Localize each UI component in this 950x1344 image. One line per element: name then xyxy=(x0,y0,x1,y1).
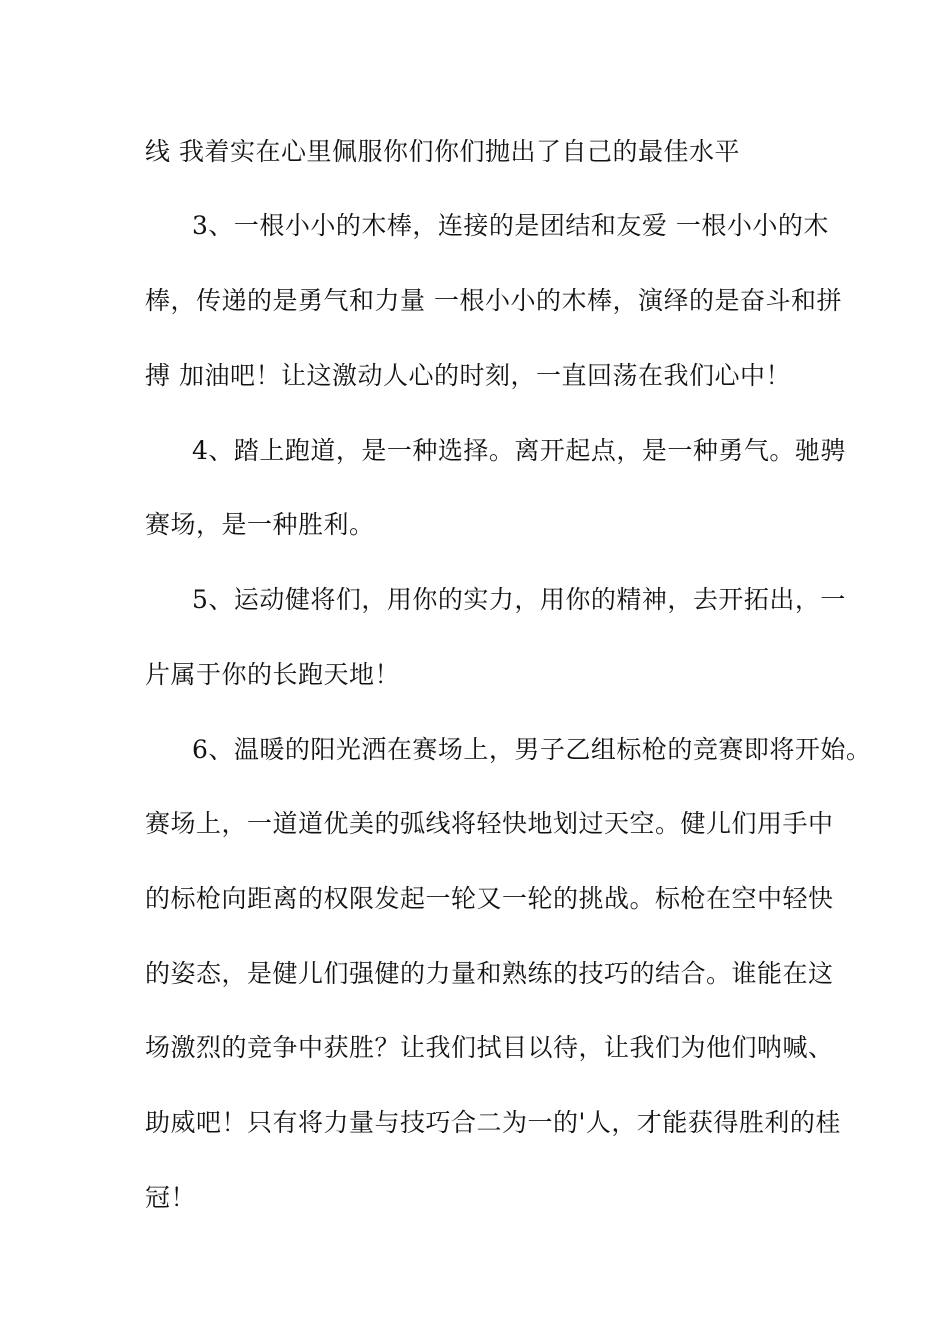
paragraph-4-line: 4、踏上跑道，是一种选择。离开起点，是一种勇气。驰骋 xyxy=(192,436,846,465)
text-line: 赛场上，一道道优美的弧线将轻快地划过天空。健儿们用手中 xyxy=(145,809,834,838)
text-line: 的标枪向距离的权限发起一轮又一轮的挑战。标枪在空中轻快 xyxy=(145,884,834,913)
text-line: 搏 加油吧！让这激动人心的时刻，一直回荡在我们心中！ xyxy=(145,361,791,390)
paragraph-6-line: 6、温暖的阳光洒在赛场上，男子乙组标枪的竞赛即将开始。 xyxy=(192,735,872,764)
text-line: 赛场，是一种胜利。 xyxy=(145,510,375,539)
text-line: 助威吧！只有将力量与技巧合二为一的'人，才能获得胜利的桂 xyxy=(145,1108,841,1137)
text-line: 场激烈的竞争中获胜？让我们拭目以待，让我们为他们呐喊、 xyxy=(145,1033,834,1062)
text-line: 的姿态，是健儿们强健的力量和熟练的技巧的结合。谁能在这 xyxy=(145,959,834,988)
text-line: 线 我着实在心里佩服你们你们抛出了自己的最佳水平 xyxy=(145,137,740,166)
text-line: 棒，传递的是勇气和力量 一根小小的木棒，演绎的是奋斗和拼 xyxy=(145,286,842,315)
paragraph-3-line: 3、一根小小的木棒，连接的是团结和友爱 一根小小的木 xyxy=(192,211,829,240)
text-line: 冠！ xyxy=(145,1183,197,1212)
text-line: 片属于你的长跑天地！ xyxy=(145,660,401,689)
paragraph-5-line: 5、运动健将们，用你的实力，用你的精神，去开拓出，一 xyxy=(192,585,846,614)
